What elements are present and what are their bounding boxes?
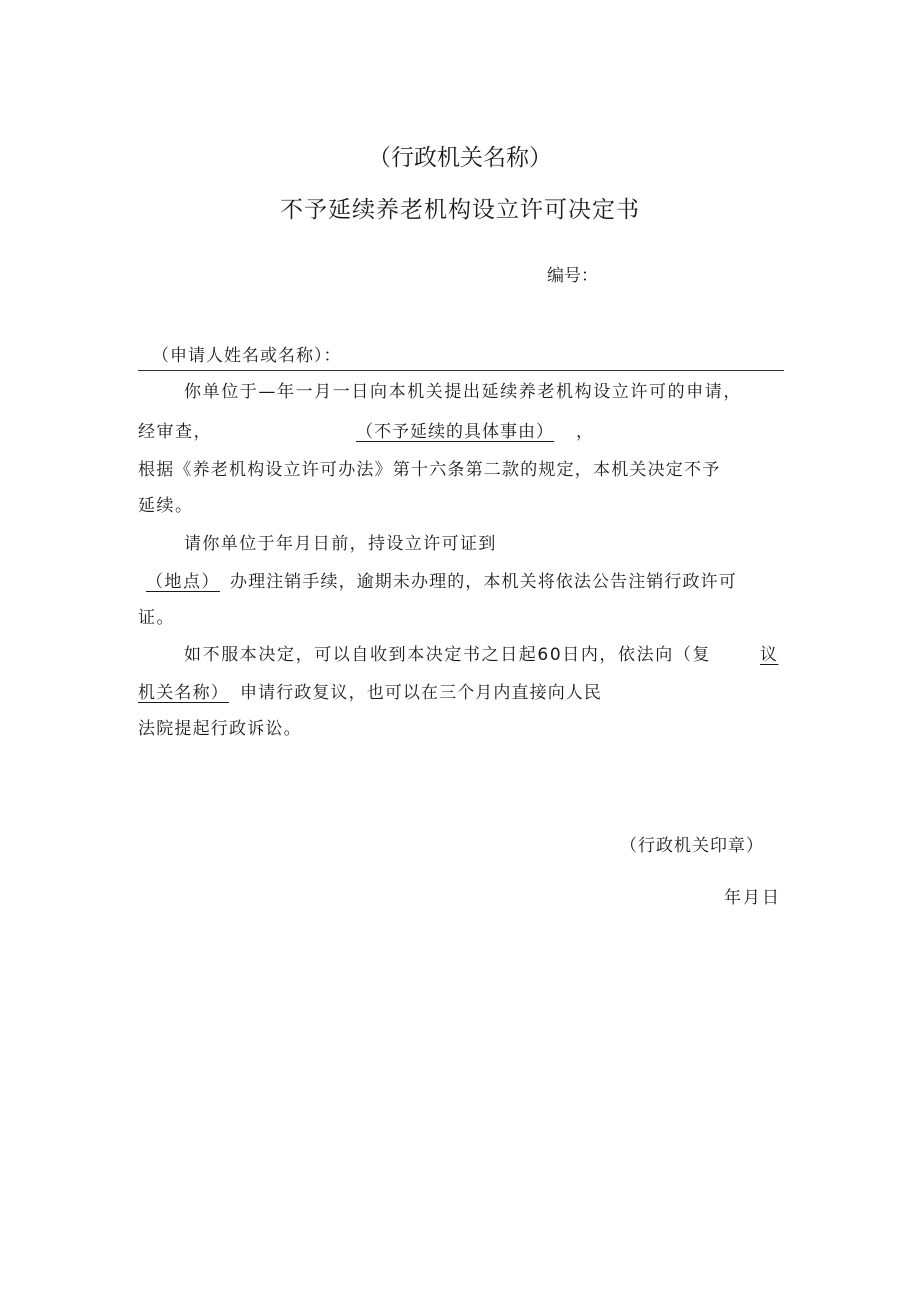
document-title: 不予延续养老机构设立许可决定书 (280, 197, 640, 223)
paragraph-3-line-1: 如不服本决定，可以自收到本决定书之日起60日内，依法向（复 (184, 645, 712, 665)
paragraph-3-line-2: 申请行政复议，也可以在三个月内直接向人民 (240, 683, 602, 703)
paragraph-1-line-4: 延续。 (138, 496, 194, 516)
agency-seal-label: （行政机关印章） (620, 836, 764, 856)
review-agency-field-end: 机关名称） (138, 683, 229, 703)
agency-name-title: （行政机关名称） (368, 145, 552, 171)
addressee-label: （申请人姓名或名称）： (152, 346, 342, 366)
paragraph-1-line-2-suffix: ， (576, 422, 595, 442)
document-date: 年月日 (724, 888, 781, 908)
paragraph-1-line-2-prefix: 经审查， (138, 422, 212, 442)
document-number-label: 编号： (547, 266, 598, 286)
location-field: （地点） (146, 572, 220, 592)
paragraph-1-line-1: 你单位于—年一月一日向本机关提出延续养老机构设立许可的申请， (184, 382, 742, 402)
paragraph-1-line-3: 根据《养老机构设立许可办法》第十六条第二款的规定，本机关决定不予 (138, 460, 721, 480)
paragraph-2-line-3: 证。 (138, 608, 175, 628)
review-agency-field-start: 议 (760, 645, 779, 665)
paragraph-3-line-3: 法院提起行政诉讼。 (138, 719, 302, 739)
refusal-reason-field: （不予延续的具体事由） (356, 422, 554, 442)
paragraph-2-line-2: 办理注销手续，逾期未办理的，本机关将依法公告注销行政许可 (230, 572, 737, 592)
paragraph-2-line-1: 请你单位于年月日前，持设立许可证到 (184, 534, 497, 554)
